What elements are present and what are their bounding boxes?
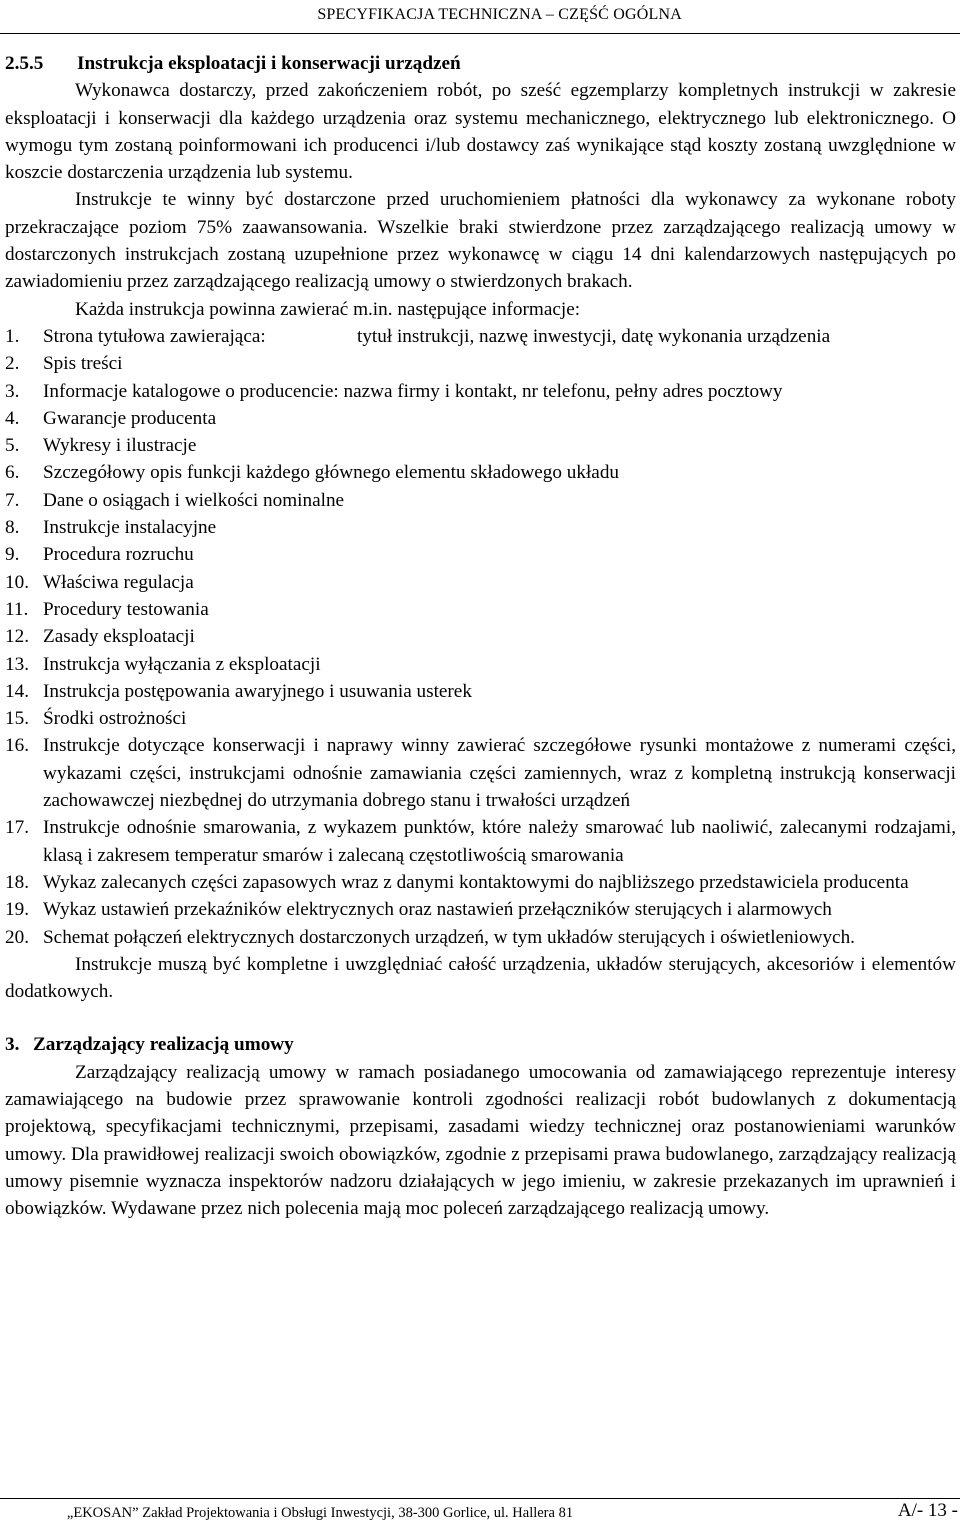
list-text: Instrukcje dotyczące konserwacji i naprawy winny zawierać szczegółowe rysunki montażowe z numerami części, wykazami części, instrukcjami odnośnie zamawiania części zamiennych, wraz z kompletną instrukcją konserwacji zachowawczej niezbędnej do utrzymania dobrego stanu i trwałości urządzeń — [43, 735, 956, 812]
list-number: 4. — [5, 407, 20, 429]
footer-divider — [0, 1498, 960, 1499]
list-item — [5, 705, 956, 732]
paragraph: Instrukcje te winny być dostarczone przed uruchomieniem płatności dla wykonawcy za wykonane roboty przekraczające poziom 75% zaawansowania. Wszelkie braki stwierdzone przez zarządzającego realizacją umowy w dostarczonych instrukcjach zostaną uzupełnione przez wykonawcę w ciągu 14 dni kalendarzowych następujących po zawiadomieniu przez zarządzającego realizacją umowy o stwierdzonych brakach. — [5, 189, 956, 293]
list-number: 11. — [5, 598, 29, 620]
list-number: 16. — [5, 735, 29, 757]
list-item — [5, 459, 956, 486]
paragraph: Każda instrukcja powinna zawierać m.in. następujące informacje: — [75, 298, 581, 320]
list-item — [5, 678, 956, 705]
list-item — [5, 623, 956, 650]
paragraph: Wykonawca dostarczy, przed zakończeniem robót, po sześć egzemplarzy kompletnych instrukcji w zakresie eksploatacji i konserwacji dla każdego urządzenia oraz systemu mechanicznego, elektrycznego lub elektronicznego. O wymogu tym zostaną poinformowani ich producenci i/lub dostawcy zaś wynikające stąd koszty zostaną uwzględnione w koszcie dostarczenia urządzenia lub systemu. — [5, 80, 956, 184]
footer-company: „EKOSAN” Zakład Projektowania i Obsługi Inwestycji, 38-300 Gorlice, ul. Hallera 81 — [66, 1505, 574, 1521]
list-number: 20. — [5, 926, 29, 948]
list-item — [5, 514, 956, 541]
list-number: 8. — [5, 517, 20, 539]
list-text: Środki ostrożności — [43, 708, 187, 730]
list-text: Wykaz ustawień przekaźników elektrycznych oraz nastawień przełączników sterujących i alarmowych — [43, 899, 832, 921]
instruction-contents-list — [5, 323, 956, 951]
list-text: Wykaz zalecanych części zapasowych wraz z danymi kontaktowymi do najbliższego przedstawiciela producenta — [43, 871, 909, 893]
list-number: 5. — [5, 435, 20, 457]
list-number: 3. — [5, 380, 20, 402]
list-text: Informacje katalogowe o producencie: nazwa firmy i kontakt, nr telefonu, pełny adres pocztowy — [43, 380, 783, 402]
list-text: Instrukcje odnośnie smarowania, z wykazem punktów, które należy smarować lub naoliwić, zalecanymi rodzajami, klasą i zakresem temperatur smarów i zalecaną częstotliwością smarowania — [43, 817, 956, 866]
list-text: Właściwa regulacja — [43, 571, 194, 593]
running-header: SPECYFIKACJA TECHNICZNA – CZĘŚĆ OGÓLNA — [317, 6, 682, 23]
list-text: Procedura rozruchu — [43, 544, 194, 566]
list-text: Wykresy i ilustracje — [43, 435, 197, 457]
section-title: Instrukcja eksploatacji i konserwacji urządzeń — [77, 53, 461, 74]
list-item — [5, 350, 956, 377]
list-item — [5, 541, 956, 568]
list-number: 14. — [5, 680, 29, 702]
list-item — [5, 651, 956, 678]
list-number: 17. — [5, 817, 29, 839]
list-text: Instrukcja wyłączania z eksploatacji — [43, 653, 321, 675]
list-number: 18. — [5, 871, 29, 893]
list-number: 9. — [5, 544, 20, 566]
list-item — [5, 569, 956, 596]
list-item — [5, 378, 956, 405]
list-number: 6. — [5, 462, 20, 484]
page-content — [5, 50, 956, 1222]
list-number: 2. — [5, 353, 20, 375]
paragraph: Instrukcje muszą być kompletne i uwzględniać całość urządzenia, układów sterujących, akcesoriów i elementów dodatkowych. — [5, 953, 956, 1003]
list-item — [5, 869, 956, 896]
list-number: 19. — [5, 899, 29, 921]
list-number: 13. — [5, 653, 29, 675]
list-text: Strona tytułowa zawierająca: — [43, 325, 266, 347]
list-number: 1. — [5, 325, 20, 347]
list-text: Spis treści — [43, 353, 123, 375]
list-item — [5, 814, 956, 869]
list-text: Procedury testowania — [43, 598, 209, 620]
paragraph: Zarządzający realizacją umowy w ramach posiadanego umocowania od zamawiającego reprezentuje interesy zamawiającego na budowie przez sprawowanie kontroli zgodności realizacji robót budowlanych z dokumentacją projektową, specyfikacjami technicznymi, przepisami, zasadami wiedzy technicznej oraz postanowieniami warunków umowy. Dla prawidłowej realizacji swoich obowiązków, zgodnie z przepisami prawa budowlanego, zarządzający realizacją umowy pisemnie wyznacza inspektorów nadzoru działających w jego imieniu, w zakresie przekazanych im uprawnień i obowiązków. Wydawane przez nich polecenia mają moc poleceń zarządzającego realizacją umowy. — [5, 1061, 956, 1220]
section-heading-3 — [5, 1031, 956, 1058]
list-text: Gwarancje producenta — [43, 407, 217, 429]
list-number: 10. — [5, 571, 29, 593]
list-text: Schemat połączeń elektrycznych dostarczonych urządzeń, w tym układów sterujących i oświetleniowych. — [43, 926, 855, 948]
list-number: 12. — [5, 626, 29, 648]
header-divider — [0, 33, 960, 34]
list-item — [5, 732, 956, 814]
list-item — [5, 432, 956, 459]
list-item — [5, 596, 956, 623]
list-item — [5, 896, 956, 923]
list-item — [5, 924, 956, 951]
list-text: Dane o osiągach i wielkości nominalne — [43, 489, 345, 511]
list-text: Instrukcje instalacyjne — [43, 517, 217, 539]
list-item — [5, 323, 956, 350]
section-number: 2.5.5 — [5, 53, 44, 74]
list-text: Zasady eksploatacji — [43, 626, 195, 648]
list-item — [5, 487, 956, 514]
list-text: Szczegółowy opis funkcji każdego głównego elementu składowego układu — [43, 462, 620, 484]
list-number: 15. — [5, 708, 29, 730]
list-number: 7. — [5, 489, 20, 511]
list-text: Instrukcja postępowania awaryjnego i usuwania usterek — [43, 680, 472, 702]
list-item — [5, 405, 956, 432]
section-number: 3. — [5, 1034, 20, 1056]
page-number: A/- 13 - — [897, 1500, 958, 1521]
section-heading-2-5-5 — [5, 50, 956, 77]
section-title: Zarządzający realizacją umowy — [33, 1034, 294, 1056]
list-text-continued: tytuł instrukcji, nazwę inwestycji, datę wykonania urządzenia — [357, 325, 831, 347]
